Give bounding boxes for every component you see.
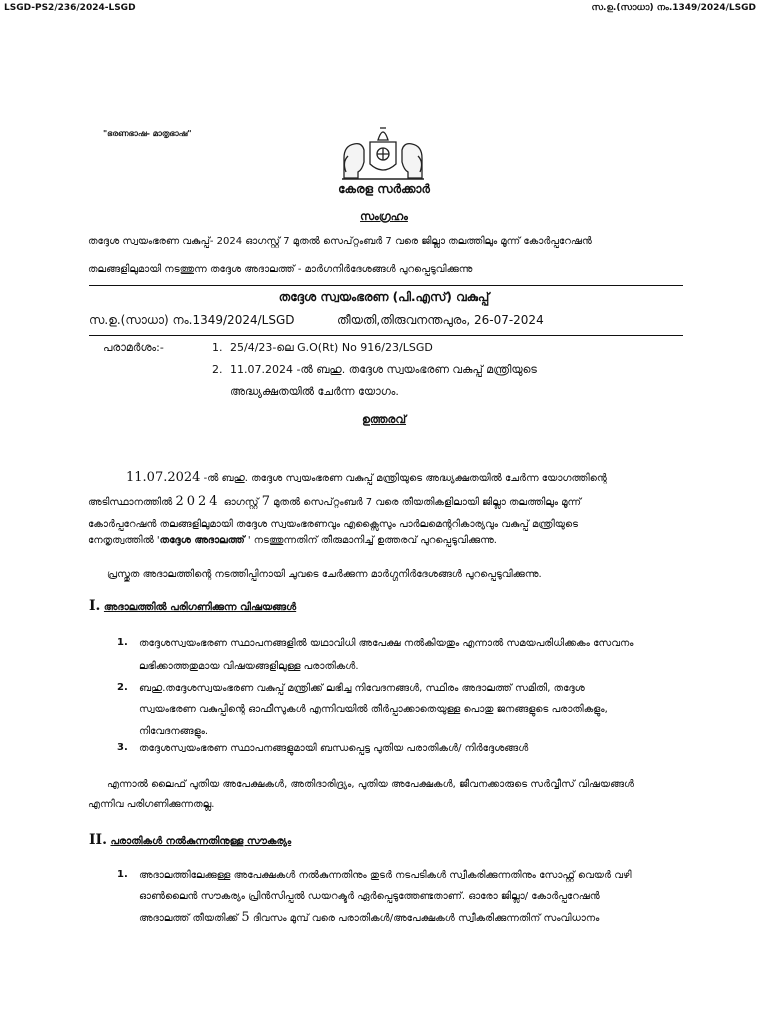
adalath-name: തദ്ദേശ അദാലത്ത് [159,535,245,546]
para1-line-3: കോർപ്പറേഷൻ തലങ്ങളിലുമായി തദ്ദേശ സ്വയംഭരണവും എക്സൈസും പാർലമെന്ററികാര്യവും വകുപ്പ് മന്ത്രിയുടെ [88,519,579,530]
s1-item-1-number: 1. [117,637,128,648]
order-reference-header: സ.ഉ.(സാധാ) നം.1349/2024/LSGD [591,3,756,13]
para1-line-2 [88,494,684,509]
s1-note-line-2: എന്നിവ പരിഗണിക്കുന്നതല്ല. [88,799,215,810]
s1-item-1-line-2: ലഭിക്കാത്തതുമായ വിഷയങ്ങളിലുള്ള പരാതികൾ. [139,661,359,672]
s2-item-1-number: 1. [117,869,128,880]
motto: "ഭരണഭാഷ- മാതൃഭാഷ" [103,129,192,138]
para1-l4-a: നേതൃത്വത്തിൽ ' [88,535,160,546]
para1-year: 2024 [175,494,221,509]
summary-line-1: തദ്ദേശ സ്വയംഭരണ വകുപ്പ്- 2024 ഓഗസ്റ്റ് 7 മുതൽ സെപ്റ്റംബർ 7 വരെ ജില്ലാ തലത്തിലും മൂന്ന് കോർപ്പറേഷൻ [88,236,592,247]
para1-day: 7 [261,494,270,509]
s1-item-2-number: 2. [117,682,128,693]
divider-bottom [89,335,683,336]
kerala-emblem-icon [338,122,428,182]
para1-date: 11.07.2024 [126,470,201,485]
s1-item-2-line-1: ബഹു.തദ്ദേശസ്വയംഭരണ വകുപ്പ് മന്ത്രിക്ക് ലഭിച്ച നിവേദനങ്ങൾ, സ്ഥിരം അദാലത്ത് സമിതി, തദ്ദേശ [139,683,585,694]
s1-item-2-line-2: സ്വയംഭരണ വകുപ്പിന്റെ ഓഫീസുകൾ എന്നിവയിൽ തീർപ്പാക്കാതെയുള്ള പൊതു ജനങ്ങളുടെ പരാതികളും, [139,704,608,715]
para1-l2-c: മുതൽ സെപ്റ്റംബർ 7 വരെ തീയതികളിലായി ജില്ലാ തലത്തിലും മൂന്ന് [273,497,582,508]
para1-line-1-text: -ൽ ബഹു. തദ്ദേശ സ്വയംഭരണ വകുപ്പ് മന്ത്രിയുടെ അദ്ധ്യക്ഷതയിൽ ചേർന്ന യോഗത്തിന്റെ [203,473,607,484]
s2-item-1-line-2: ഓൺലൈൻ സൗകര്യം പ്രിൻസിപ്പൽ ഡയറക്ടർ ഏർപ്പെടുത്തേണ്ടതാണ്. ഓരോ ജില്ലാ/ കോർപ്പറേഷൻ [139,891,600,902]
order-number: സ.ഉ.(സാധാ) നം.1349/2024/LSGD [89,313,295,327]
reference-2-text: 11.07.2024 -ൽ ബഹു. തദ്ദേശ സ്വയംഭരണ വകുപ്പ് മന്ത്രിയുടെ [230,363,537,376]
reference-1-text: 25/4/23-ലെ G.O(Rt) No 916/23/LSGD [230,341,433,354]
order-title: ഉത്തരവ് [361,413,407,426]
reference-2-number: 2. [212,363,223,376]
para1-line-1 [88,470,684,485]
s1-item-3-number: 3. [117,742,128,753]
s2-l3-b: ദിവസം മുമ്പ് വരെ പരാതികൾ/അപേക്ഷകൾ സ്വീകരിക്കുന്നതിന് സംവിധാനം [252,913,600,924]
government-title: കേരള സർക്കാർ [338,182,430,196]
section-2-roman: II. [89,832,107,848]
s2-l3-num: 5 [241,910,250,925]
summary-line-2: തലങ്ങളിലുമായി നടത്തുന്ന തദ്ദേശ അദാലത്ത് - മാർഗനിർദേശങ്ങൾ പുറപ്പെടുവിക്കുന്നു [88,264,473,275]
para1-l2-b: ഓഗസ്റ്റ് [223,497,259,508]
reference-1-number: 1. [212,341,223,354]
section-1-title: അദാലത്തിൽ പരിഗണിക്കുന്ന വിഷയങ്ങൾ [103,602,297,613]
para2: പ്രസ്തുത അദാലത്തിന്റെ നടത്തിപ്പിനായി ചുവടെ ചേർക്കുന്ന മാർഗ്ഗനിർദേശങ്ങൾ പുറപ്പെടുവിക്കുന്നു. [107,569,542,580]
department-title: തദ്ദേശ സ്വയംഭരണ (പി.എസ്) വകുപ്പ് [278,290,490,304]
s1-item-3-line-1: തദ്ദേശസ്വയംഭരണ സ്ഥാപനങ്ങളുമായി ബന്ധപ്പെട്ട പുതിയ പരാതികൾ/ നിർദ്ദേശങ്ങൾ [139,743,529,754]
section-1-heading [89,598,296,614]
s2-item-1-line-3 [139,905,599,931]
s1-item-1-line-1: തദ്ദേശസ്വയംഭരണ സ്ഥാപനങ്ങളിൽ യഥാവിധി അപേക്ഷ നൽകിയതും എന്നാൽ സമയപരിധിക്കകം സേവനം [139,638,634,649]
summary-title: സംഗ്രഹം [360,210,408,223]
file-number: LSGD-PS2/236/2024-LSGD [4,3,136,13]
reference-2-text-cont: അദ്ധ്യക്ഷതയിൽ ചേർന്ന യോഗം. [230,385,399,398]
section-2-title: പരാതികൾ നൽകുന്നതിനുള്ള സൗകര്യം [110,836,292,847]
para1-line-4 [88,535,497,546]
references-label: പരാമർശം:- [103,341,164,354]
section-2-heading [89,832,291,848]
para1-l4-b: ' നടത്തുന്നതിന് തീരുമാനിച്ച് ഉത്തരവ് പുറപ്പെടുവിക്കുന്നു. [244,535,497,546]
divider-top [89,285,683,286]
section-1-roman: I. [89,598,101,614]
s1-item-2-line-3: നിവേദനങ്ങളും. [139,726,209,737]
s2-item-1-line-1: അദാലത്തിലേക്കുള്ള അപേക്ഷകൾ നൽകുന്നതിനും തുടർ നടപടികൾ സ്വീകരിക്കുന്നതിനും സോഫ്റ്റ് വെയർ വഴി [139,870,632,881]
order-date: തീയതി,തിരുവനന്തപുരം, 26-07-2024 [337,313,544,327]
s1-note-line-1: എന്നാൽ ലൈഫ് പുതിയ അപേക്ഷകൾ, അതിദാരിദ്ര്യം, പുതിയ അപേക്ഷകൾ, ജീവനക്കാരുടെ സർവ്വീസ് വിഷയങ്ങൾ [107,779,635,790]
s2-l3-a: അദാലത്ത് തീയതിക്ക് [139,913,239,924]
para1-l2-a: അടിസ്ഥാനത്തിൽ [88,497,173,508]
